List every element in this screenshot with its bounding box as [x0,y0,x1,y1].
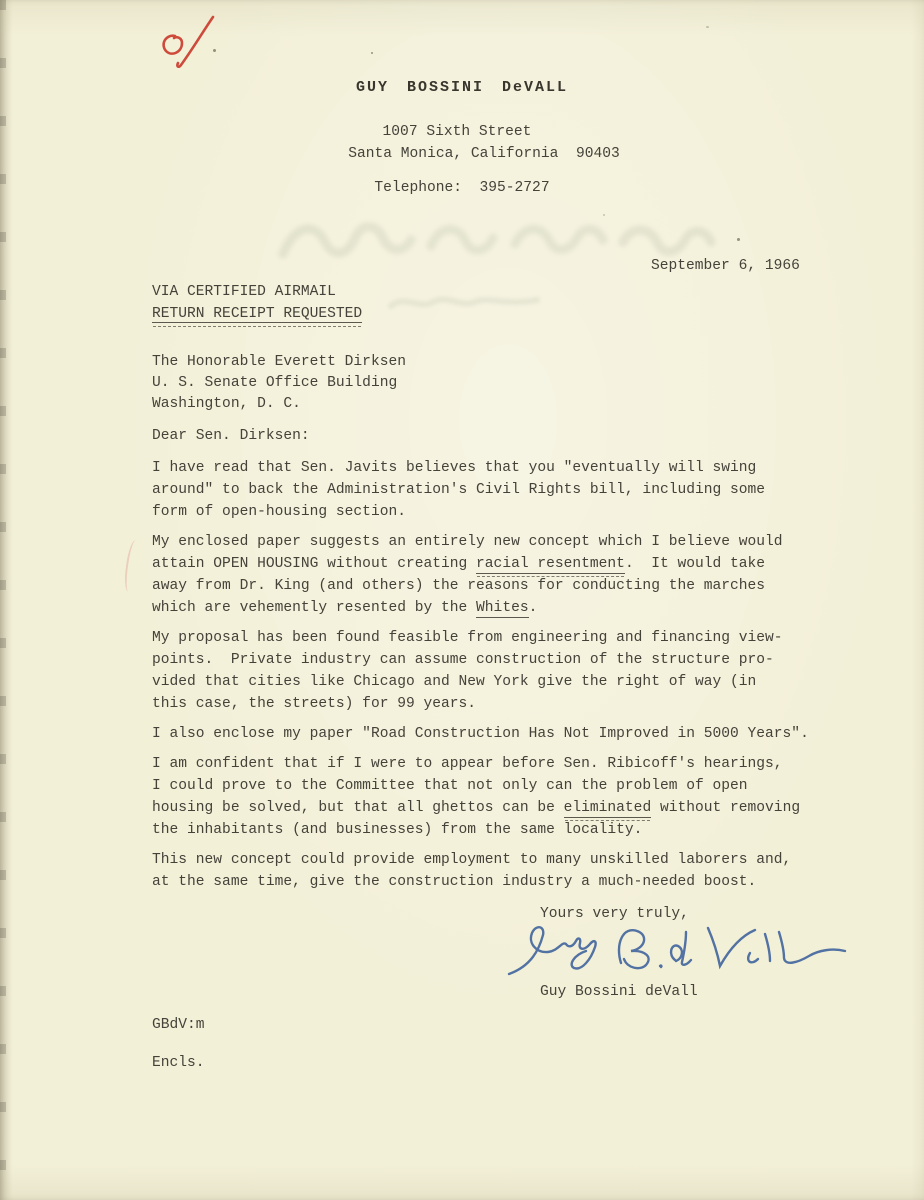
text-segment: I could prove to the Committee that not only can the problem of open [152,778,748,794]
text-segment: around" to back the Administration's Civil Rights bill, including some [152,482,766,498]
text-segment: form of open-housing section. [152,504,406,520]
address-line: 1007 Sixth Street [382,124,532,140]
recipient-address [152,352,406,415]
enclosure-note: Encls. [152,1055,205,1071]
text-line [152,457,852,479]
handwritten-signature [503,908,853,986]
paragraph [152,723,852,745]
text-line [152,775,852,797]
telephone-text: Telephone: 395-2727 [374,180,550,196]
recipient-line: The Honorable Everett Dirksen [152,354,406,370]
text-line [152,575,852,597]
reference-underlined: RETURN RECEIPT REQUESTED [152,305,363,322]
bleedthrough-handwriting-small [385,290,545,316]
text-line [152,819,852,841]
letter-date: September 6, 1966 [651,258,800,274]
letterhead-name: GUY BOSSINI DeVALL [355,79,569,96]
text-line [152,753,852,775]
closing-phrase: Yours very truly, [540,906,689,922]
text-line [152,849,852,871]
text-line [152,479,852,501]
underlined-text: racial resentment [476,556,625,572]
text-segment: which are vehemently resented by the [152,600,477,616]
underlined-text: Whites [476,600,529,616]
paragraph [152,849,852,893]
scan-speck [371,52,373,54]
text-segment: this case, the streets) for 99 years. [152,696,477,712]
paragraph [152,457,852,523]
typist-initials: GBdV:m [152,1017,205,1033]
text-line [152,553,852,575]
recipient-line: Washington, D. C. [152,396,301,412]
text-segment: My enclosed paper suggests an entirely new concept which I believe would [152,534,783,550]
scan-speck [706,26,709,28]
letter-body [152,457,852,901]
text-line [152,693,852,715]
text-segment: . It would take [624,556,766,572]
text-segment: My proposal has been found feasible from engineering and financing view- [152,630,783,646]
text-segment: . [528,600,538,616]
typed-signature-name: Guy Bossini deVall [540,984,698,1000]
paragraph [152,531,852,619]
text-segment: away from Dr. King (and others) the reasons for conducting the marches [152,578,766,594]
text-line [152,871,852,893]
text-line [152,723,852,745]
text-segment: vided that cities like Chicago and New York give the right of way (in [152,674,757,690]
text-line [152,627,852,649]
text-segment: I have read that Sen. Javits believes that you "eventually will swing [152,460,757,476]
paragraph [152,627,852,715]
reference-line [152,304,362,326]
address-line: Santa Monica, California 90403 [348,146,620,162]
salutation: Dear Sen. Dirksen: [152,428,310,444]
underlined-text: eliminated [563,800,652,816]
text-segment: attain OPEN HOUSING without creating [152,556,477,572]
text-segment: housing be solved, but that all ghettos can be [152,800,564,816]
text-segment: I am confident that if I were to appear before Sen. Ribicoff's hearings, [152,756,783,772]
text-line [152,501,852,523]
recipient-line: U. S. Senate Office Building [152,375,398,391]
text-segment: at the same time, give the construction industry a much-needed boost. [152,874,757,890]
reference-line: VIA CERTIFIED AIRMAIL [152,284,336,300]
pink-smudge [122,539,141,592]
red-pencil-mark [156,12,226,68]
mailing-reference [152,282,362,325]
text-segment: points. Private industry can assume construction of the structure pro- [152,652,774,668]
text-line [152,597,852,619]
text-segment: I also enclose my paper "Road Construction Has Not Improved in 5000 Years". [152,726,809,742]
text-line [152,797,852,819]
text-line [152,671,852,693]
paragraph [152,753,852,841]
letterhead-telephone [0,177,924,199]
text-line [152,531,852,553]
text-line [152,649,852,671]
text-segment: without removing [651,800,801,816]
text-segment: the inhabitants (and businesses) from the same locality. [152,822,643,838]
letterhead-address [0,121,924,165]
text-segment: This new concept could provide employment to many unskilled laborers and, [152,852,792,868]
